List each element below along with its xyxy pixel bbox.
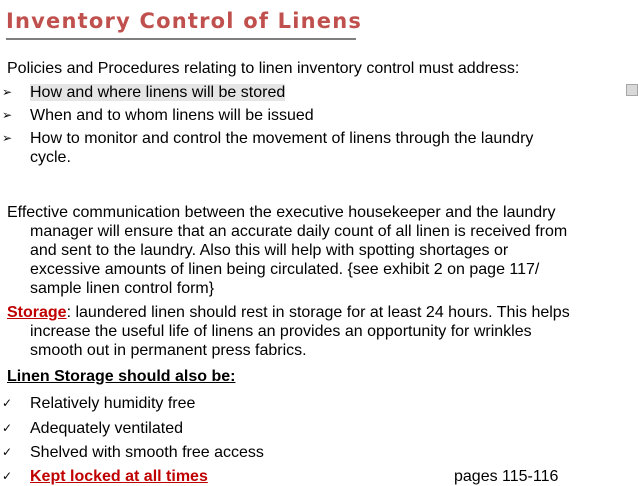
paragraph-line: sample linen control form} [30, 280, 215, 297]
paragraph-line: manager will ensure that an accurate daily count of all linen is received from [30, 223, 568, 240]
check-item: Relatively humidity free [30, 395, 196, 412]
storage-line: Storage: laundered linen should rest in storage for at least 24 hours. This helps [7, 304, 570, 321]
bullet-item-continuation: cycle. [30, 149, 71, 166]
check-item: Adequately ventilated [30, 420, 183, 437]
bullet-item: How to monitor and control the movement of linens through the laundry [30, 130, 534, 147]
bullet-item: When and to whom linens will be issued [30, 107, 314, 124]
checkmark-bullet-icon: ✓ [2, 469, 13, 483]
arrow-bullet-icon: ➢ [2, 85, 13, 99]
paragraph-line: Effective communication between the executive housekeeper and the laundry [7, 204, 556, 221]
check-item-locked: Kept locked at all times [30, 468, 208, 485]
bullet-item: How and where linens will be stored [30, 84, 286, 101]
check-item: Shelved with smooth free access [30, 444, 264, 461]
page-title: Inventory Control of Linens [6, 9, 363, 33]
pages-reference: pages 115-116 [454, 468, 559, 485]
checkmark-bullet-icon: ✓ [2, 396, 13, 410]
paragraph-line: excessive amounts of linen being circulated. {see exhibit 2 on page 117/ [30, 261, 540, 278]
checkmark-bullet-icon: ✓ [2, 421, 13, 435]
slide-nav-square[interactable] [626, 84, 638, 96]
checkmark-bullet-icon: ✓ [2, 445, 13, 459]
arrow-bullet-icon: ➢ [2, 131, 13, 145]
storage-label: Storage [7, 304, 67, 321]
intro-text: Policies and Procedures relating to linen inventory control must address: [7, 60, 520, 77]
linen-storage-heading: Linen Storage should also be: [7, 368, 236, 385]
title-underline [6, 38, 356, 40]
arrow-bullet-icon: ➢ [2, 108, 13, 122]
paragraph-line: and sent to the laundry. Also this will help with spotting shortages or [30, 242, 509, 259]
storage-line: smooth out in permanent press fabrics. [30, 342, 307, 359]
storage-line: increase the useful life of linens an provides an opportunity for wrinkles [30, 323, 532, 340]
